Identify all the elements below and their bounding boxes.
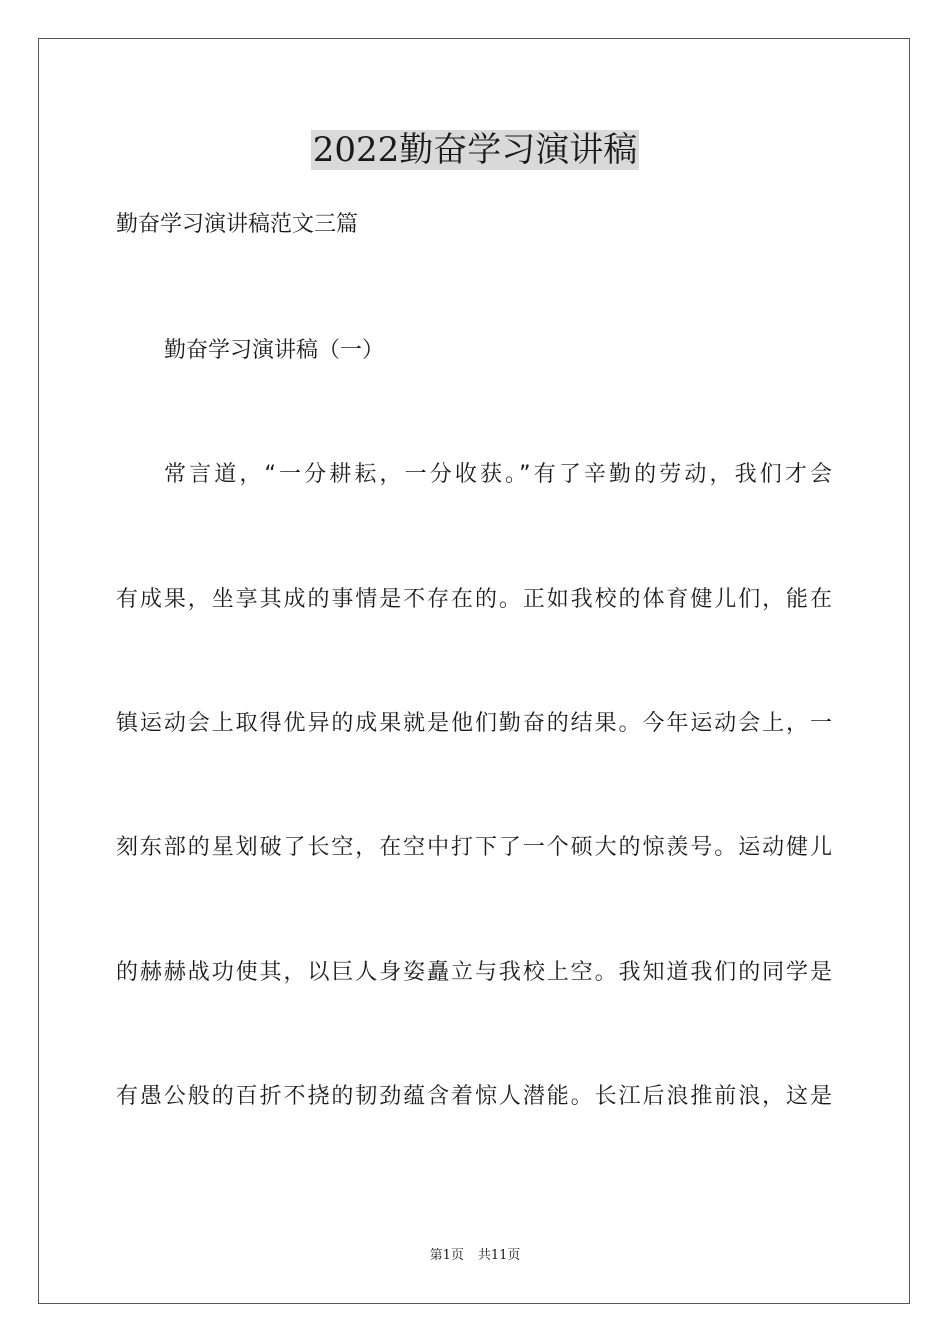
paragraph-line: 常言道，“一分耕耘，一分收获。”有了辛勤的劳动，我们才会 [164, 462, 832, 487]
paragraph-line: 有愚公般的百折不挠的韧劲蕴含着惊人潜能。长江后浪推前浪，这是 [116, 1084, 832, 1109]
section-heading: 勤奋学习演讲稿（一） [164, 338, 385, 363]
paragraph-line: 的赫赫战功使其，以巨人身姿矗立与我校上空。我知道我们的同学是 [116, 960, 832, 985]
page-total: 共11页 [477, 1248, 521, 1263]
paragraph-line: 有成果，坐享其成的事情是不存在的。正如我校的体育健儿们，能在 [116, 587, 832, 612]
document-title-text: 2022勤奋学习演讲稿 [312, 130, 638, 170]
page-number: 第1页 [429, 1248, 464, 1263]
document-title [0, 128, 950, 172]
paragraph-line: 镇运动会上取得优异的成果就是他们勤奋的结果。今年运动会上，一 [116, 711, 832, 736]
page-footer [0, 1247, 950, 1265]
document-subtitle: 勤奋学习演讲稿范文三篇 [116, 212, 359, 237]
paragraph-line: 刻东部的星划破了长空，在空中打下了一个硕大的惊羡号。运动健儿 [116, 835, 832, 860]
